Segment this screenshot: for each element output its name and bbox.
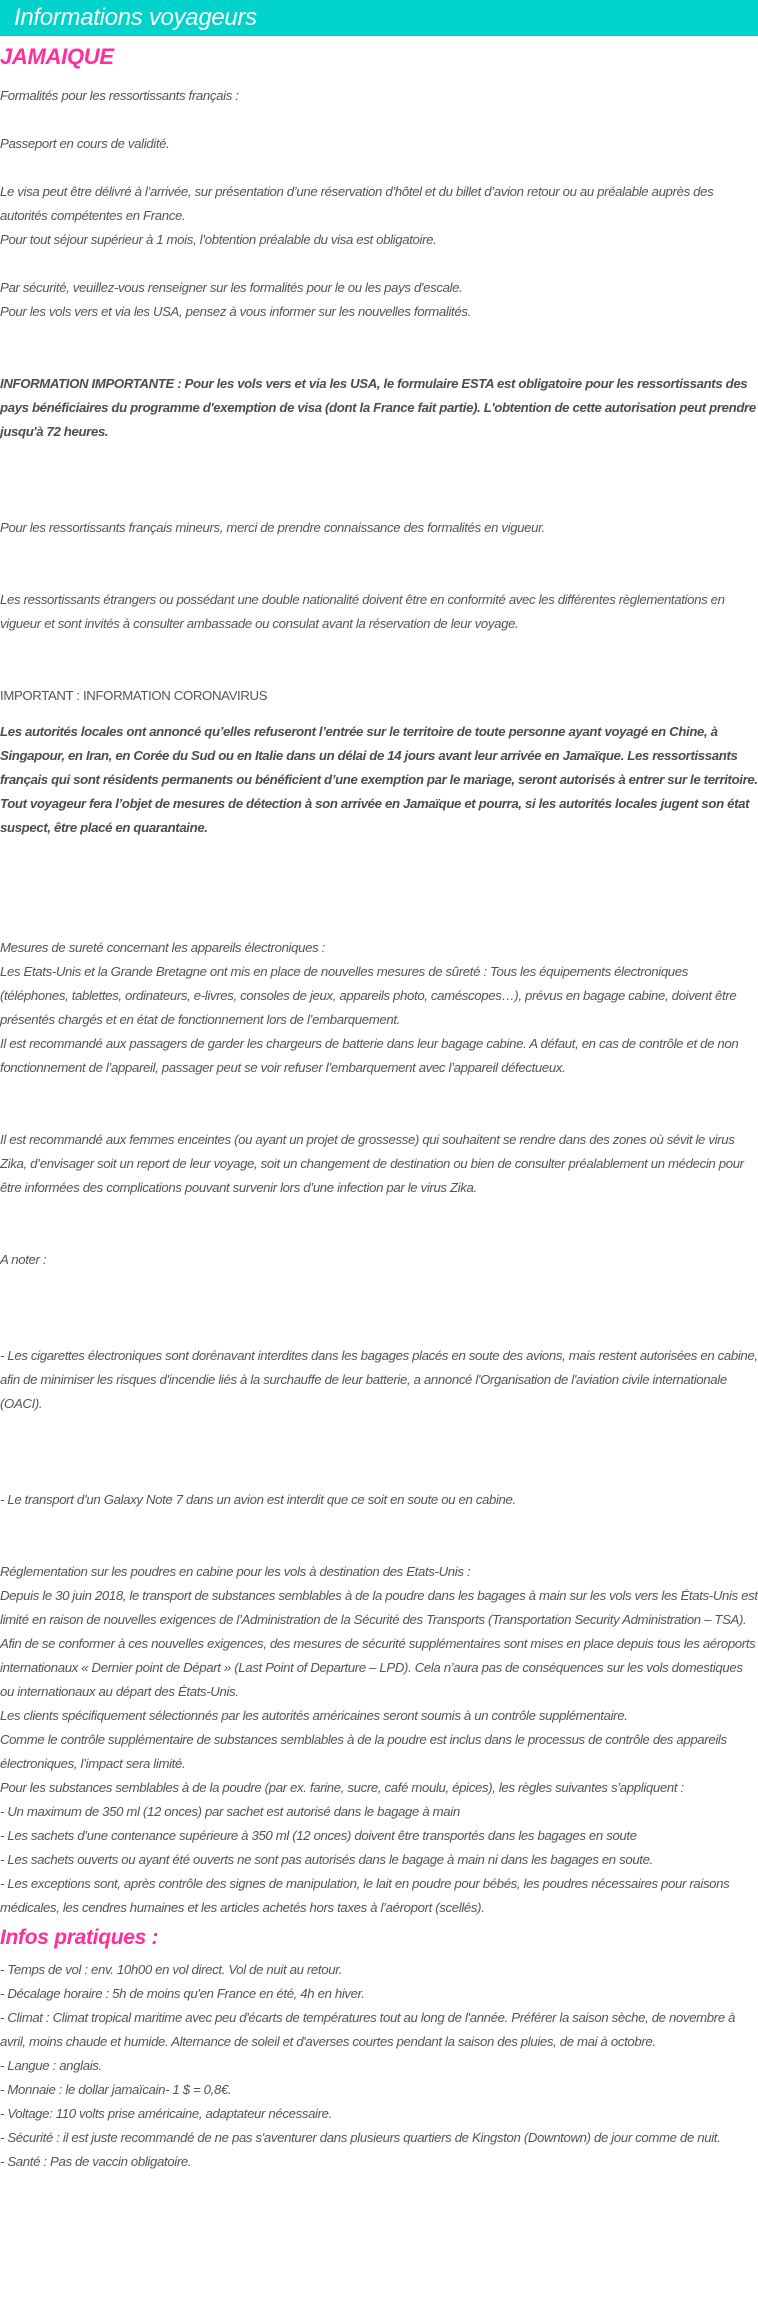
zika-section <box>0 1128 758 1200</box>
powders-line: Pour les substances semblables à de la poudre (par ex. farine, sucre, café moulu, épices), les règles suivantes s’appliquent : <box>0 1780 684 1795</box>
country-title: JAMAIQUE <box>0 44 114 69</box>
powders-rule: - Les sachets ouverts ou ayant été ouverts ne sont pas autorisés dans le bagage à main ni dans les bagages en soute. <box>0 1852 653 1867</box>
electronics-line: Les Etats-Unis et la Grande Bretagne ont mis en place de nouvelles mesures de sûreté : Tous les équipements électroniques (téléphones, tablettes, ordinateurs, e-livres, consoles de jeux, appareils photo, caméscopes…), prévus en bagage cabine, doivent être présentés chargés et en état de fonctionnement lors de l’embarquement. <box>0 964 737 1027</box>
powders-body <box>0 1584 758 1920</box>
coronavirus-body: Les autorités locales ont annoncé qu’elles refuseront l’entrée sur le territoire de toute personne ayant voyagé en Chine, à Singapour, en Iran, en Corée du Sud ou en Italie dans un délai de 14 jours avant leur arrivée en Jamaïque. Les ressortissants français qui sont résidents permanents ou bénéficient d’une exemption par le mariage, seront autorisés à entrer sur le territoire. Tout voyageur fera l’objet de mesures de détection à son arrivée en Jamaïque et pourra, si les autorités locales jugent son état suspect, être placé en quarantaine. <box>0 724 758 835</box>
travel-info-content <box>0 44 758 2174</box>
powders-line: Les clients spécifiquement sélectionnés par les autorités américaines seront soumis à un contrôle supplémentaire. <box>0 1708 628 1723</box>
practical-item-currency: - Monnaie : le dollar jamaïcain- 1 $ = 0,8€. <box>0 2082 232 2097</box>
galaxy-note: - Le transport d’un Galaxy Note 7 dans un avion est interdit que ce soit en soute ou en cabine. <box>0 1492 516 1507</box>
electronics-body <box>0 960 758 1080</box>
practical-info-list <box>0 1958 758 2174</box>
practical-item-health: - Santé : Pas de vaccin obligatoire. <box>0 2154 192 2169</box>
practical-item-voltage: - Voltage: 110 volts prise américaine, adaptateur nécessaire. <box>0 2106 332 2121</box>
electronics-section <box>0 936 758 1080</box>
passport-requirement: Passeport en cours de validité. <box>0 136 170 151</box>
powders-line: Comme le contrôle supplémentaire de substances semblables à de la poudre est inclus dans le processus de contrôle des appareils électroniques, l’impact sera limité. <box>0 1732 727 1771</box>
practical-info-section <box>0 1926 758 2174</box>
powders-rule: - Un maximum de 350 ml (12 onces) par sachet est autorisé dans le bagage à main <box>0 1804 460 1819</box>
esta-important-notice: INFORMATION IMPORTANTE : Pour les vols vers et via les USA, le formulaire ESTA est obligatoire pour les ressortissants des pays bénéficiaires du programme d'exemption de visa (dont la France fait partie). L'obtention de cette autorisation peut prendre jusqu'à 72 heures. <box>0 376 756 439</box>
powders-rule: - Les sachets d’une contenance supérieure à 350 ml (12 onces) doivent être transportés dans les bagages en soute <box>0 1828 637 1843</box>
stopover-security-info <box>0 276 758 324</box>
security-info-line: Par sécurité, veuillez-vous renseigner sur les formalités pour le ou les pays d'escale. <box>0 280 463 295</box>
minors-notice: Pour les ressortissants français mineurs, merci de prendre connaissance des formalités en vigueur. <box>0 520 545 535</box>
ecigarettes-note: - Les cigarettes électroniques sont dorénavant interdites dans les bagages placés en soute des avions, mais restent autorisées en cabine, afin de minimiser les risques d'incendie liés à la surchauffe de leur batterie, a annoncé l'Organisation de l'aviation civile internationale (OACI). <box>0 1348 758 1411</box>
formalities-intro: Formalités pour les ressortissants français : <box>0 88 239 103</box>
notes-title: A noter : <box>0 1252 47 1267</box>
header-bar <box>0 0 758 36</box>
practical-item-language: - Langue : anglais. <box>0 2058 102 2073</box>
powders-section <box>0 1560 758 1920</box>
page-title: Informations voyageurs <box>14 4 257 31</box>
powders-rule: - Les exceptions sont, après contrôle des signes de manipulation, le lait en poudre pour bébés, les poudres nécessaires pour raisons médicales, les cendres humaines et les articles achetés hors taxes à l’aéroport (scellés). <box>0 1876 730 1915</box>
powders-title: Réglementation sur les poudres en cabine pour les vols à destination des Etats-Unis : <box>0 1564 471 1579</box>
practical-info-title: Infos pratiques : <box>0 1926 159 1949</box>
security-info-line: Pour les vols vers et via les USA, pensez à vous informer sur les nouvelles formalités. <box>0 304 471 319</box>
practical-item-climate: - Climat : Climat tropical maritime avec peu d'écarts de températures tout au long de l'année. Préférer la saison sèche, de novembre à avril, moins chaude et humide. Alternance de soleil et d'averses courtes pendant la saison des pluies, de mai à octobre. <box>0 2010 736 2049</box>
visa-info-line: Pour tout séjour supérieur à 1 mois, l’obtention préalable du visa est obligatoire. <box>0 232 437 247</box>
notes-section <box>0 1248 758 1512</box>
practical-item-time-difference: - Décalage horaire : 5h de moins qu'en France en été, 4h en hiver. <box>0 1986 365 2001</box>
practical-item-flight-time: - Temps de vol : env. 10h00 en vol direct. Vol de nuit au retour. <box>0 1962 343 1977</box>
coronavirus-section <box>0 684 758 840</box>
zika-notice: Il est recommandé aux femmes enceintes (ou ayant un projet de grossesse) qui souhaitent se rendre dans des zones où sévit le virus Zika, d’envisager soit un report de leur voyage, soit un changement de destination ou bien de consulter préalablement un médecin pour être informées des complications pouvant survenir lors d’une infection par le virus Zika. <box>0 1132 744 1195</box>
coronavirus-title: IMPORTANT : INFORMATION CORONAVIRUS <box>0 688 268 703</box>
formalities-section <box>0 84 758 636</box>
powders-line: Afin de se conformer à ces nouvelles exigences, des mesures de sécurité supplémentaires sont mises en place depuis tous les aéroports internationaux « Dernier point de Départ » (Last Point of Departure – LPD). Cela n’aura pas de conséquences sur les vols domestiques ou internationaux au départ des États-Unis. <box>0 1636 756 1699</box>
visa-info-line: Le visa peut être délivré à l’arrivée, sur présentation d’une réservation d’hôtel et du billet d’avion retour ou au préalable auprès des autorités compétentes en France. <box>0 184 714 223</box>
electronics-line: Il est recommandé aux passagers de garder les chargeurs de batterie dans leur bagage cabine. A défaut, en cas de contrôle et de non fonctionnement de l’appareil, passager peut se voir refuser l’embarquement avec l’appareil défectueux. <box>0 1036 739 1075</box>
foreigners-notice: Les ressortissants étrangers ou possédant une double nationalité doivent être en conformité avec les différentes règlementations en vigueur et sont invités à consulter ambassade ou consulat avant la réservation de leur voyage. <box>0 592 725 631</box>
visa-info <box>0 180 758 252</box>
electronics-title: Mesures de sureté concernant les appareils électroniques : <box>0 940 325 955</box>
practical-item-safety: - Sécurité : il est juste recommandé de ne pas s'aventurer dans plusieurs quartiers de Kingston (Downtown) de jour comme de nuit. <box>0 2130 721 2145</box>
powders-line: Depuis le 30 juin 2018, le transport de substances semblables à de la poudre dans les bagages à main sur les vols vers les États-Unis est limité en raison de nouvelles exigences de l’Administration de la Sécurité des Transports (Transportation Security Administration – TSA). <box>0 1588 758 1627</box>
